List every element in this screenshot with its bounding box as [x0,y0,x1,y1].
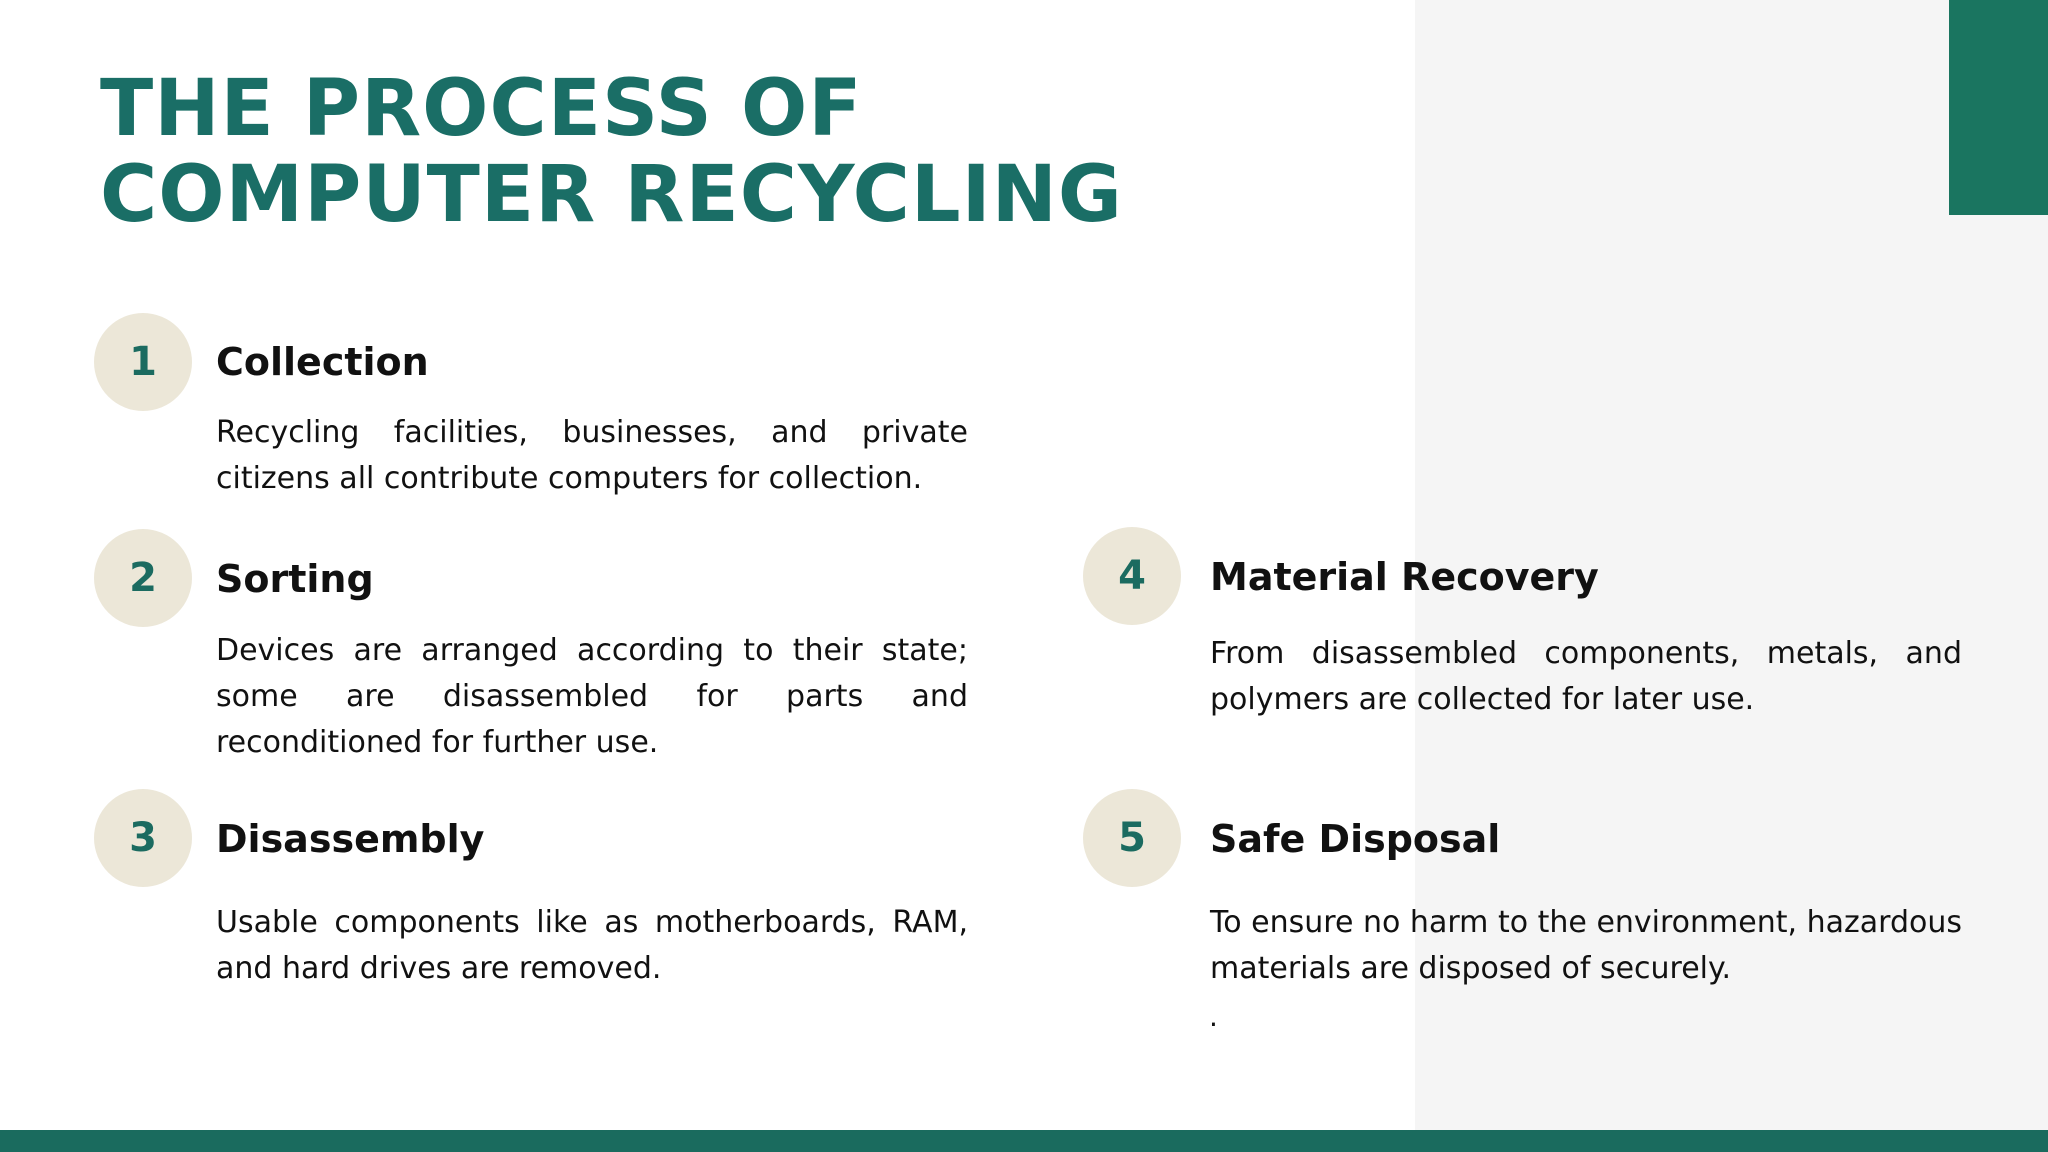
step-heading: Sorting [216,557,374,601]
step-description: Usable components like as motherboards, RAM, and hard drives are removed. [216,905,968,986]
step-heading: Safe Disposal [1210,817,1501,861]
title-line-1: THE PROCESS OF [100,64,863,154]
corner-accent-block [1949,0,2048,215]
step-description: Recycling facilities, businesses, and private citizens all contribute computers for collection. [216,415,968,496]
title-line-2: COMPUTER RECYCLING [100,150,1123,240]
step-number-badge: 3 [94,789,192,887]
step-number-badge: 4 [1083,527,1181,625]
trailing-dot: . [1209,1000,1218,1033]
step-description: To ensure no harm to the environment, hazardous materials are disposed of securely. [1210,905,1962,986]
slide-title [100,66,1123,238]
step-heading: Collection [216,340,429,384]
step-number-badge: 1 [94,313,192,411]
step-heading: Material Recovery [1210,555,1599,599]
step-number-badge: 5 [1083,789,1181,887]
step-description: Devices are arranged according to their state; some are disassembled for parts and reconditioned for further use. [216,633,968,760]
step-heading: Disassembly [216,817,485,861]
step-description: From disassembled components, metals, and polymers are collected for later use. [1210,636,1962,717]
footer-bar [0,1130,2048,1152]
step-number-badge: 2 [94,529,192,627]
